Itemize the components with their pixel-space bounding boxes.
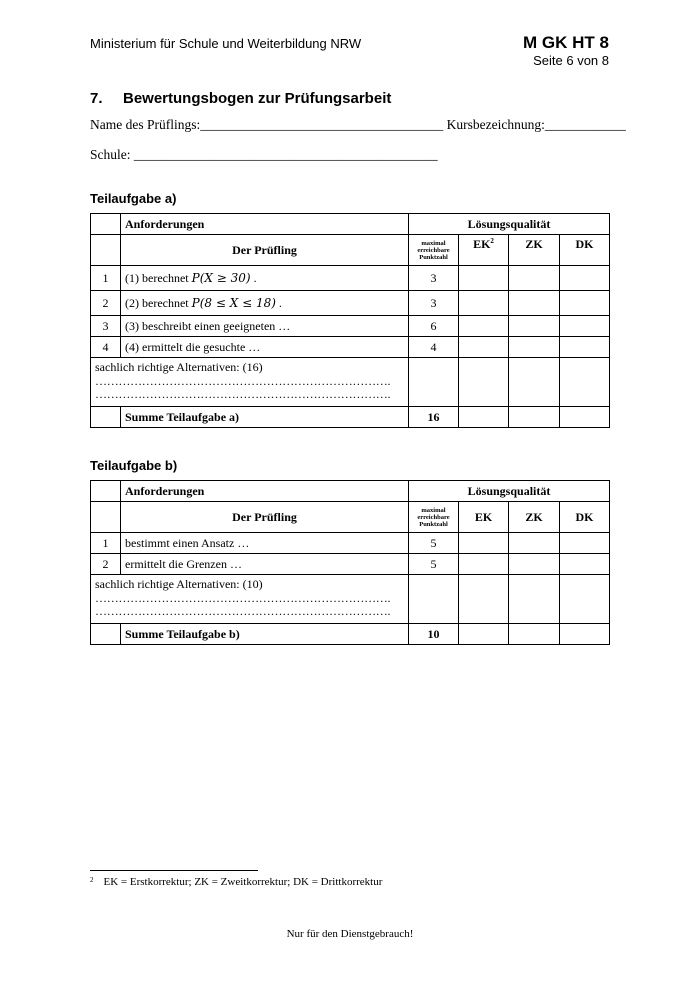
ministry-name: Ministerium für Schule und Weiterbildung NRW bbox=[90, 36, 362, 51]
course-field[interactable]: ____________ bbox=[544, 117, 626, 132]
row-text: ermittelt die Grenzen … bbox=[121, 554, 409, 575]
school-field[interactable]: _____________________________________________ bbox=[133, 147, 438, 162]
max-points-header: maximal erreichbare Punktzahl bbox=[409, 235, 459, 266]
exam-code: M GK HT 8 bbox=[523, 33, 609, 52]
dk-cell[interactable] bbox=[560, 291, 610, 316]
zk-cell[interactable] bbox=[509, 554, 560, 575]
alternatives-row bbox=[91, 358, 610, 407]
alternatives-cell bbox=[91, 358, 409, 407]
row-text: (3) beschreibt einen geeigneten … bbox=[121, 316, 409, 337]
course-label: Kursbezeichnung: bbox=[446, 117, 545, 132]
footnote-rule bbox=[90, 870, 258, 871]
ek-cell[interactable] bbox=[459, 266, 509, 291]
zk-cell[interactable] bbox=[509, 575, 560, 624]
footer-note: Nur für den Dienstgebrauch! bbox=[286, 928, 414, 940]
sum-row bbox=[91, 407, 610, 428]
dk-cell[interactable] bbox=[560, 407, 610, 428]
row-text: (4) ermittelt die gesuchte … bbox=[121, 337, 409, 358]
alt-points-cell[interactable] bbox=[409, 575, 459, 624]
row-points: 6 bbox=[409, 316, 459, 337]
row-number: 1 bbox=[91, 266, 121, 291]
ek-cell[interactable] bbox=[459, 554, 509, 575]
zk-header: ZK bbox=[509, 502, 560, 533]
name-label: Name des Prüflings: bbox=[90, 117, 201, 132]
section-title: Bewertungsbogen zur Prüfungsarbeit bbox=[123, 90, 392, 107]
quality-header: Lösungsqualität bbox=[409, 214, 610, 235]
table-row bbox=[91, 554, 610, 575]
name-course-line bbox=[90, 117, 626, 133]
zk-cell[interactable] bbox=[509, 291, 560, 316]
school-line bbox=[90, 147, 438, 163]
zk-header: ZK bbox=[509, 235, 560, 266]
table-row bbox=[91, 337, 610, 358]
dotted-line: …………………………………………………………………. bbox=[95, 590, 391, 605]
dk-cell[interactable] bbox=[560, 266, 610, 291]
max-points-header: maximal erreichbare Punktzahl bbox=[409, 502, 459, 533]
dk-cell[interactable] bbox=[560, 554, 610, 575]
part-b-table bbox=[90, 480, 610, 645]
row-number: 4 bbox=[91, 337, 121, 358]
footnote bbox=[90, 876, 382, 888]
row-text: (2) berechnet P(8 ≤ X ≤ 18) . bbox=[121, 291, 409, 316]
row-text: (1) berechnet P(X ≥ 30) . bbox=[121, 266, 409, 291]
dk-header: DK bbox=[560, 235, 610, 266]
ek-header: EK bbox=[459, 502, 509, 533]
part-a-title: Teilaufgabe a) bbox=[90, 191, 177, 206]
row-text: bestimmt einen Ansatz … bbox=[121, 533, 409, 554]
name-field[interactable]: ____________________________________ bbox=[200, 117, 444, 132]
table-row bbox=[91, 291, 610, 316]
zk-cell[interactable] bbox=[509, 533, 560, 554]
dk-cell[interactable] bbox=[560, 337, 610, 358]
sum-label: Summe Teilaufgabe a) bbox=[121, 407, 409, 428]
requirements-header: Anforderungen bbox=[121, 214, 409, 235]
section-number: 7. bbox=[90, 90, 103, 107]
dotted-line: …………………………………………………………………. bbox=[95, 373, 391, 388]
dk-header: DK bbox=[560, 502, 610, 533]
candidate-header: Der Prüfling bbox=[121, 502, 409, 533]
sum-value: 10 bbox=[409, 624, 459, 645]
part-a-table bbox=[90, 213, 610, 428]
ek-cell[interactable] bbox=[459, 337, 509, 358]
table-row bbox=[91, 316, 610, 337]
sum-value: 16 bbox=[409, 407, 459, 428]
candidate-header: Der Prüfling bbox=[121, 235, 409, 266]
row-number: 2 bbox=[91, 291, 121, 316]
row-points: 4 bbox=[409, 337, 459, 358]
ek-cell[interactable] bbox=[459, 358, 509, 407]
sum-row bbox=[91, 624, 610, 645]
ek-cell[interactable] bbox=[459, 575, 509, 624]
dotted-line: …………………………………………………………………. bbox=[95, 604, 391, 618]
dk-cell[interactable] bbox=[560, 358, 610, 407]
row-points: 3 bbox=[409, 266, 459, 291]
ek-cell[interactable] bbox=[459, 316, 509, 337]
sum-label: Summe Teilaufgabe b) bbox=[121, 624, 409, 645]
section-heading bbox=[90, 90, 391, 107]
row-number: 2 bbox=[91, 554, 121, 575]
footnote-text: EK = Erstkorrektur; ZK = Zweitkorrektur; DK = Drittkorrektur bbox=[103, 876, 383, 888]
dk-cell[interactable] bbox=[560, 624, 610, 645]
footnote-mark: 2 bbox=[90, 876, 94, 884]
alternatives-label: sachlich richtige Alternativen: (16) bbox=[95, 360, 263, 374]
table-row bbox=[91, 533, 610, 554]
zk-cell[interactable] bbox=[509, 407, 560, 428]
math-expression: P(X ≥ 30) bbox=[191, 270, 251, 285]
ek-cell[interactable] bbox=[459, 291, 509, 316]
alternatives-row bbox=[91, 575, 610, 624]
row-points: 5 bbox=[409, 554, 459, 575]
ek-header: $EK^2$ bbox=[459, 235, 509, 266]
row-points: 5 bbox=[409, 533, 459, 554]
school-label: Schule: bbox=[90, 147, 131, 162]
alternatives-cell bbox=[91, 575, 409, 624]
dk-cell[interactable] bbox=[560, 533, 610, 554]
row-points: 3 bbox=[409, 291, 459, 316]
zk-cell[interactable] bbox=[509, 624, 560, 645]
alternatives-label: sachlich richtige Alternativen: (10) bbox=[95, 577, 263, 591]
ek-cell[interactable] bbox=[459, 624, 509, 645]
row-number: 1 bbox=[91, 533, 121, 554]
dotted-line: …………………………………………………………………. bbox=[95, 387, 391, 401]
zk-cell[interactable] bbox=[509, 337, 560, 358]
zk-cell[interactable] bbox=[509, 316, 560, 337]
quality-header: Lösungsqualität bbox=[409, 481, 610, 502]
requirements-header: Anforderungen bbox=[121, 481, 409, 502]
ek-cell[interactable] bbox=[459, 533, 509, 554]
zk-cell[interactable] bbox=[509, 266, 560, 291]
dk-cell[interactable] bbox=[560, 316, 610, 337]
part-b-title: Teilaufgabe b) bbox=[90, 458, 178, 473]
ek-cell[interactable] bbox=[459, 407, 509, 428]
table-row bbox=[91, 266, 610, 291]
alt-points-cell[interactable] bbox=[409, 358, 459, 407]
dk-cell[interactable] bbox=[560, 575, 610, 624]
row-number: 3 bbox=[91, 316, 121, 337]
page-number: Seite 6 von 8 bbox=[533, 53, 609, 68]
zk-cell[interactable] bbox=[509, 358, 560, 407]
math-expression: P(8 ≤ X ≤ 18) bbox=[191, 295, 276, 310]
